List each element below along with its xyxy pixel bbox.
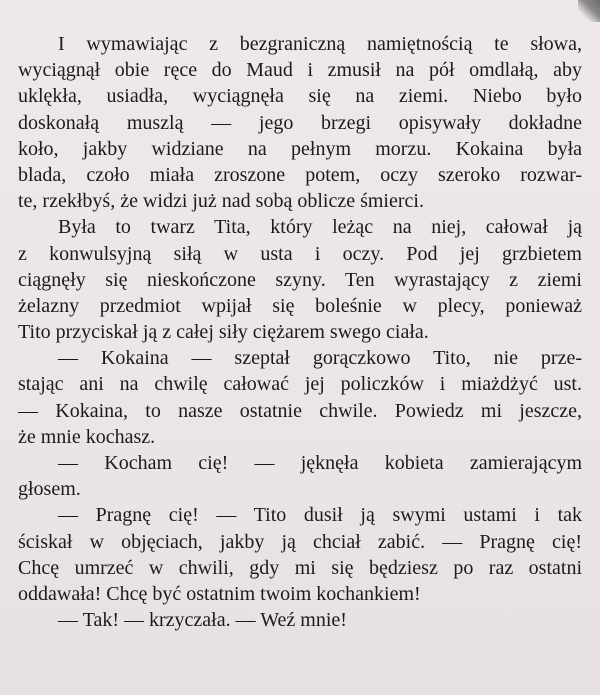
text-line: koło, jakby widziane na pełnym morzu. Kokaina była — [18, 137, 582, 160]
text-line: że mnie kochasz. — [18, 425, 156, 448]
text-line: Tito przyciskał ją z całej siły ciężarem swego ciała. — [18, 321, 429, 344]
text-line: wyciągnął obie ręce do Maud i zmusił na pół omdlałą, aby — [18, 59, 582, 82]
text-line: — Pragnę cię! — Tito dusił ją swymi ustami i tak — [58, 504, 582, 527]
text-line: te, rzekłbyś, że widzi już nad sobą oblicze śmierci. — [18, 190, 424, 213]
page-corner-shadow — [578, 0, 600, 22]
text-line: ciągnęły się nieskończone szyny. Ten wyrastający z ziemi — [18, 268, 582, 291]
text-line: — Kokaina — szeptał gorączkowo Tito, nie prze- — [58, 347, 582, 370]
text-line: uklękła, usiadła, wyciągnęła się na ziemi. Niebo było — [18, 85, 582, 108]
text-line: I wymawiając z bezgraniczną namiętnością te słowa, — [58, 33, 582, 55]
text-line: blada, czoło miała zroszone potem, oczy szeroko rozwar- — [18, 163, 582, 186]
text-line: — Kocham cię! — jęknęła kobieta zamierającym — [58, 452, 582, 474]
text-line: głosem. — [18, 478, 81, 501]
text-line: oddawała! Chcę być ostatnim twoim kochankiem! — [18, 582, 421, 605]
text-line: Chcę umrzeć w chwili, gdy mi się będziesz po raz ostatni — [18, 556, 582, 579]
text-line: żelazny przedmiot wpijał się boleśnie w plecy, ponieważ — [18, 294, 582, 317]
page-text — [18, 31, 582, 633]
text-line: — Kokaina, to nasze ostatnie chwile. Powiedz mi jeszcze, — [18, 399, 582, 422]
text-line: — Tak! — krzyczała. — Weź mnie! — [58, 609, 347, 632]
text-line: ściskał w objęciach, jakby ją chciał zabić. — Pragnę cię! — [18, 530, 582, 553]
text-line: z konwulsyjną siłą w usta i oczy. Pod jej grzbietem — [18, 242, 582, 265]
text-line: stając ani na chwilę całować jej policzków i miażdżyć ust. — [18, 373, 582, 396]
text-line: doskonałą muszlą — jego brzegi opisywały dokładne — [18, 111, 582, 134]
text-line: Była to twarz Tita, który leżąc na niej, całował ją — [58, 216, 582, 239]
